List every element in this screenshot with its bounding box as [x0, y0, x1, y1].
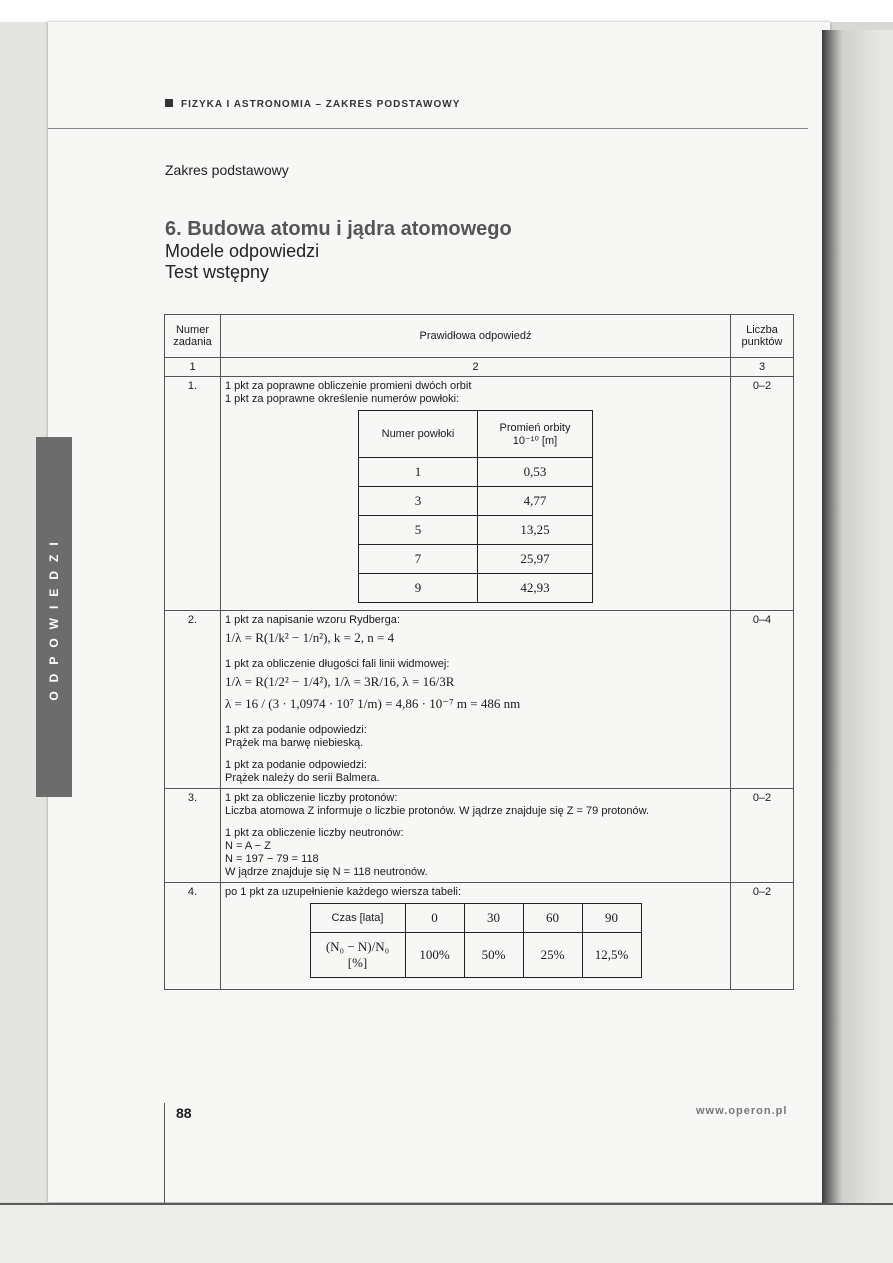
decay-cell: 12,5%: [582, 933, 641, 978]
header-points: Liczba punktów: [731, 315, 794, 358]
answer-line: 1 pkt za obliczenie liczby protonów:: [225, 792, 398, 804]
decay-cell: 0: [405, 904, 464, 933]
answer-line: Liczba atomowa Z informuje o liczbie protonów. W jądrze znajduje się Z = 79 protonów.: [225, 805, 650, 817]
task-number: 4.: [165, 883, 221, 990]
answer-table: [164, 314, 794, 990]
answer-line: W jądrze znajduje się N = 118 neutronów.: [225, 866, 428, 878]
index-cell: 1: [165, 358, 221, 377]
decay-cell: 30: [464, 904, 523, 933]
orbit-cell: 9: [359, 574, 478, 603]
side-tab: [36, 437, 72, 797]
subtitle-line-2: Test wstępny: [165, 262, 270, 282]
task-number: 2.: [165, 611, 221, 789]
orbit-cell: 7: [359, 545, 478, 574]
answer-cell: [221, 883, 731, 990]
answer-line: 1 pkt za napisanie wzoru Rydberga:: [225, 614, 400, 626]
task-number: 3.: [165, 789, 221, 883]
scan-background: [0, 0, 893, 22]
running-title: FIZYKA I ASTRONOMIA – ZAKRES PODSTAWOWY: [181, 99, 461, 110]
answer-line: 1 pkt za podanie odpowiedzi:: [225, 724, 367, 736]
points-value: 0–2: [731, 789, 794, 883]
index-row: [165, 358, 794, 377]
answer-cell: [221, 789, 731, 883]
decay-cell: 60: [523, 904, 582, 933]
scope-label: Zakres podstawowy: [165, 162, 289, 178]
radius-label: Promień orbity: [499, 421, 571, 434]
decay-row-label: (N₀ − N)/N₀ [%]: [310, 933, 405, 978]
task-number: 1.: [165, 377, 221, 611]
table-row: [165, 611, 794, 789]
answer-line: 1 pkt za obliczenie liczby neutronów:: [225, 827, 404, 839]
answer-line: Prążek należy do serii Balmera.: [225, 772, 380, 784]
orbit-table: [358, 410, 593, 603]
table-row: [165, 883, 794, 990]
footer-rule: [164, 1103, 165, 1203]
header-rule: [48, 128, 808, 129]
radius-unit: 10⁻¹⁰ [m]: [512, 434, 558, 447]
index-cell: 2: [221, 358, 731, 377]
formula-calculation: 1/λ = R(1/2² − 1/4²), 1/λ = 3R/16, λ = 16/3R: [225, 674, 455, 689]
table-row: [165, 789, 794, 883]
subtitle: [165, 241, 319, 283]
book-binding-shadow: [822, 30, 893, 1205]
formula-rydberg: 1/λ = R(1/k² − 1/n²), k = 2, n = 4: [225, 630, 395, 645]
page-title: 6. Budowa atomu i jądra atomowego: [165, 218, 512, 240]
decay-cell: 50%: [464, 933, 523, 978]
decay-table: [310, 903, 642, 978]
decay-cell: 25%: [523, 933, 582, 978]
points-value: 0–2: [731, 883, 794, 990]
points-value: 0–4: [731, 611, 794, 789]
formula-result: λ = 16 / (3 · 1,0974 · 10⁷ 1/m) = 4,86 · 10⁻⁷ m = 486 nm: [225, 696, 521, 711]
index-cell: 3: [731, 358, 794, 377]
orbit-cell: 5: [359, 516, 478, 545]
orbit-cell: 42,93: [478, 574, 593, 603]
answer-line: 1 pkt za podanie odpowiedzi:: [225, 759, 367, 771]
orbit-cell: 3: [359, 487, 478, 516]
running-header: [165, 99, 460, 110]
answer-line: Prążek ma barwę niebieską.: [225, 737, 364, 749]
header-answer: Prawidłowa odpowiedź: [221, 315, 731, 358]
website: www.operon.pl: [696, 1105, 788, 1117]
orbit-cell: 1: [359, 458, 478, 487]
table-row: [165, 377, 794, 611]
answer-line: N = A − Z: [225, 840, 271, 852]
scan-bottom: [0, 1205, 893, 1263]
decay-cell: 100%: [405, 933, 464, 978]
side-tab-label: ODPOWIEDZI: [47, 533, 61, 701]
decay-cell: 90: [582, 904, 641, 933]
answer-line: 1 pkt za poprawne obliczenie promieni dwóch orbit: [225, 380, 472, 392]
answer-cell: [221, 377, 731, 611]
decay-row-label: Czas [lata]: [310, 904, 405, 933]
table-header-row: [165, 315, 794, 358]
orbit-cell: 25,97: [478, 545, 593, 574]
answer-cell: [221, 611, 731, 789]
orbit-cell: 4,77: [478, 487, 593, 516]
points-value: 0–2: [731, 377, 794, 611]
page-number: 88: [176, 1105, 192, 1121]
orbit-col-radius: [478, 411, 593, 458]
subtitle-line-1: Modele odpowiedzi: [165, 241, 320, 261]
answer-line: 1 pkt za obliczenie długości fali linii widmowej:: [225, 658, 450, 670]
answer-line: 1 pkt za poprawne określenie numerów powłoki:: [225, 393, 460, 405]
square-bullet-icon: [165, 99, 173, 107]
orbit-cell: 13,25: [478, 516, 593, 545]
orbit-cell: 0,53: [478, 458, 593, 487]
answer-line: N = 197 − 79 = 118: [225, 853, 319, 865]
orbit-col-shell: Numer powłoki: [359, 411, 478, 458]
header-task: Numer zadania: [165, 315, 221, 358]
answer-line: po 1 pkt za uzupełnienie każdego wiersza tabeli:: [225, 886, 462, 898]
